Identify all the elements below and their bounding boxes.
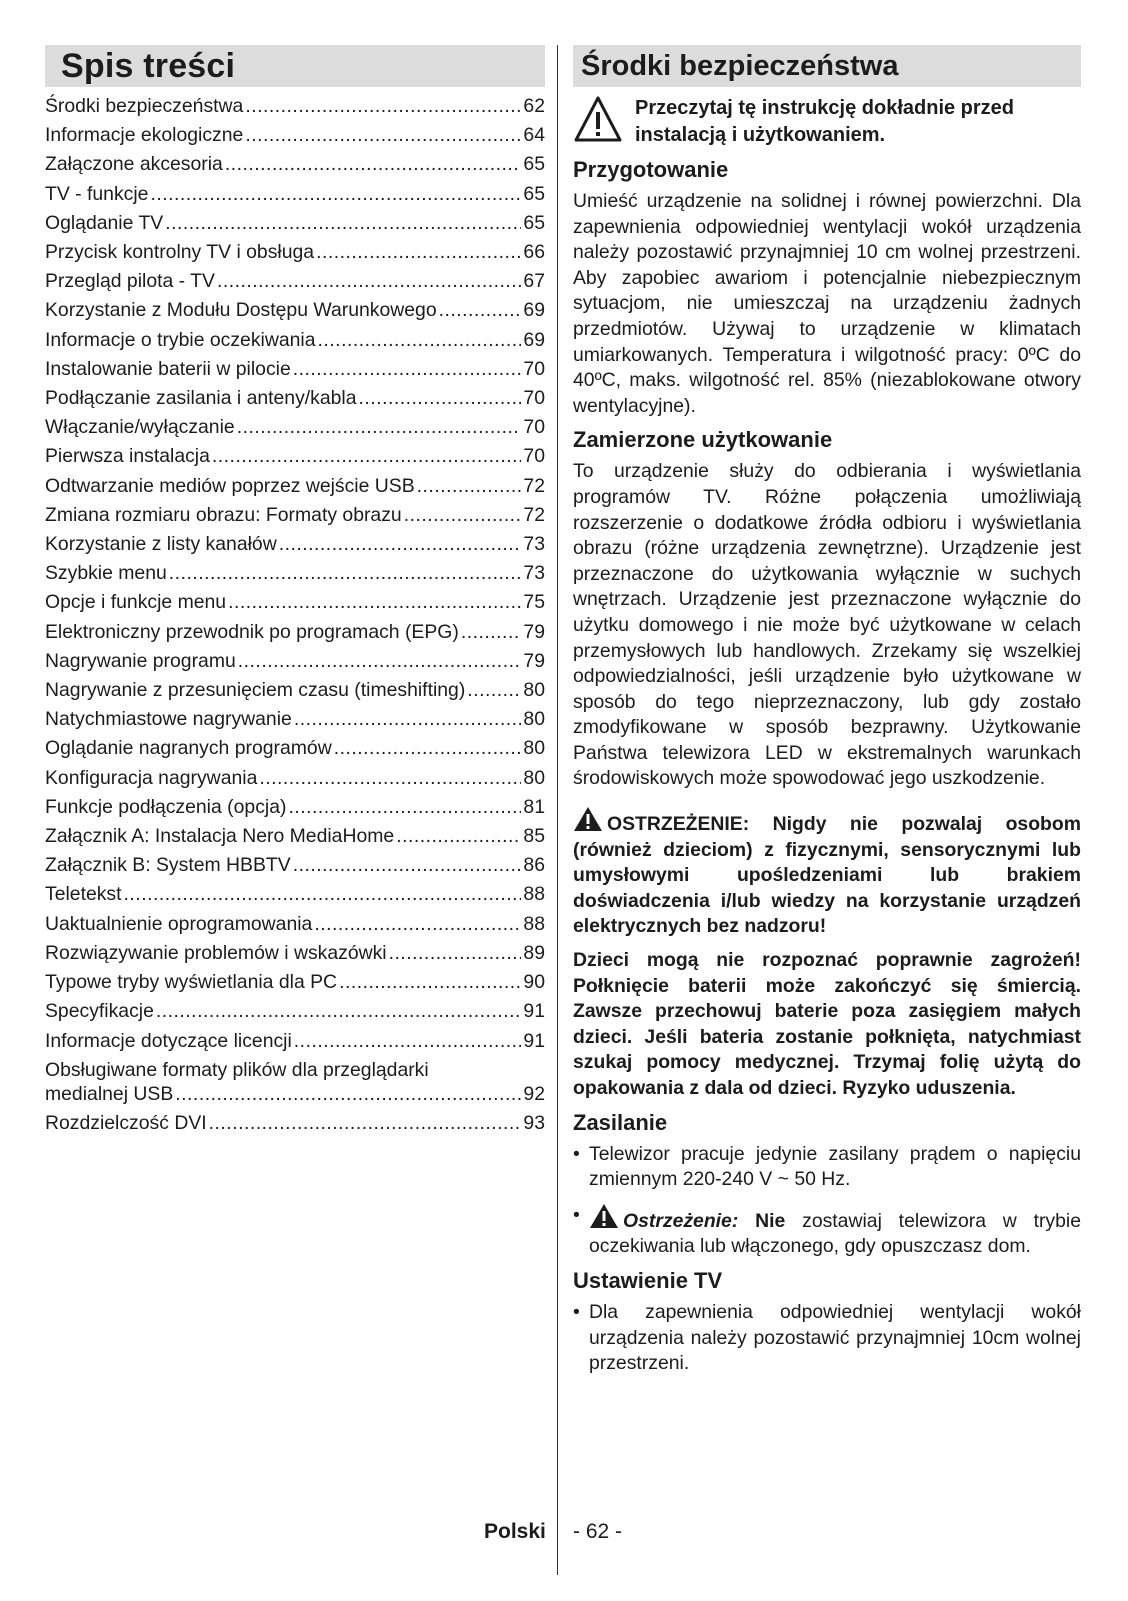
toc-leader-dots — [389, 939, 522, 968]
toc-entry[interactable] — [45, 413, 545, 442]
toc-leader-dots — [165, 209, 521, 238]
toc-entry[interactable] — [45, 822, 545, 851]
toc-entry-text: Opcje i funkcje menu — [45, 591, 227, 614]
toc-entry-page: 66 — [523, 241, 545, 264]
toc-entry[interactable] — [45, 588, 545, 617]
toc-leader-dots — [318, 326, 522, 355]
toc-entry[interactable] — [45, 968, 545, 997]
safety-title: Środki bezpieczeństwa — [581, 49, 899, 82]
warning-icon — [589, 1203, 619, 1229]
toc-entry-text: Konfiguracja nagrywania — [45, 766, 258, 789]
toc-entry[interactable] — [45, 121, 545, 150]
toc-leader-dots — [212, 442, 522, 471]
toc-entry[interactable] — [45, 705, 545, 734]
footer-language: Polski — [484, 1520, 546, 1543]
toc-entry-page: 90 — [523, 971, 545, 994]
toc-entry-page: 65 — [523, 211, 545, 234]
toc-leader-dots — [461, 618, 522, 647]
toc-entry-text: Specyfikacje — [45, 1000, 154, 1023]
toc-entry[interactable] — [45, 647, 545, 676]
toc-entry-page: 91 — [523, 1000, 545, 1023]
toc-entry-text: Informacje o trybie oczekiwania — [45, 328, 316, 351]
toc-entry[interactable] — [45, 180, 545, 209]
toc-entry-text: Rozdzielczość DVI — [45, 1111, 207, 1134]
power-heading: Zasilanie — [573, 1109, 668, 1135]
toc-entry-text: Instalowanie baterii w pilocie — [45, 357, 291, 380]
toc-entry[interactable] — [45, 92, 545, 121]
toc-leader-dots — [467, 676, 521, 705]
toc-entry-text: Przycisk kontrolny TV i obsługa — [45, 241, 315, 264]
toc-entry[interactable] — [45, 530, 545, 559]
toc-entry-text: Odtwarzanie mediów poprzez wejście USB — [45, 474, 415, 497]
toc-entry-page: 75 — [523, 591, 545, 614]
toc-entry-page: 81 — [523, 795, 545, 818]
toc-entry-text: Oglądanie TV — [45, 211, 164, 234]
toc-leader-dots — [417, 472, 522, 501]
toc-entry-text: Informacje ekologiczne — [45, 124, 244, 147]
toc-leader-dots — [396, 822, 521, 851]
toc-list — [45, 92, 545, 1056]
toc-entry[interactable] — [45, 939, 545, 968]
toc-leader-dots — [293, 851, 522, 880]
toc-entry-page: 70 — [523, 416, 545, 439]
preparation-text: Umieść urządzenie na solidnej i równej powierzchni. Dla zapewnienia odpowiedniej wentylacji wokół urządzenia należy pozostawić przynajmniej 10 cm wolnej przestrzeni. Aby zapobiec awariom i potencjalnie niebezpiecznym sytuacjom, nie umieszczaj na urządzeniu żadnych przedmiotów. Używaj to urządzenie w klimatach umiarkowanych. Temperatura i wilgotność pracy: 0ºC do 40ºC, maks. wilgotność rel. 85% (niezablokowane otwory wentylacyjne). — [573, 190, 1081, 417]
toc-entry-text: Funkcje podłączenia (opcja) — [45, 795, 287, 818]
preparation-heading: Przygotowanie — [573, 157, 729, 182]
toc-entry[interactable] — [45, 793, 545, 822]
battery-warning: Dzieci mogą nie rozpoznać poprawnie zagrożeń! Połknięcie baterii może zakończyć się śmiercią. Zawsze przechowuj baterie poza zasięgiem małych dzieci. Jeśli bateria zostanie połknięta, natychmiast szukaj pomocy medycznej. Trzymaj folię użytą do opakowania z dala od dzieci. Ryzyko uduszenia. — [573, 949, 1081, 1099]
footer-page-number: - 62 - — [573, 1520, 623, 1543]
toc-entry-text: Korzystanie z listy kanałów — [45, 533, 277, 556]
toc-entry-page: 65 — [523, 182, 545, 205]
toc-entry[interactable] — [45, 326, 545, 355]
toc-entry-page: 80 — [523, 708, 545, 731]
toc-entry-page: 70 — [523, 387, 545, 410]
toc-entry[interactable] — [45, 851, 545, 880]
toc-entry-text: Oglądanie nagranych programów — [45, 737, 332, 760]
toc-entry-text: TV - funkcje — [45, 182, 149, 205]
toc-entry-text: Typowe tryby wyświetlania dla PC — [45, 971, 338, 994]
toc-entry-page: 85 — [523, 825, 545, 848]
warning-triangle-icon — [573, 95, 623, 145]
toc-entry-page: 69 — [523, 328, 545, 351]
toc-entry-page: 91 — [523, 1029, 545, 1052]
toc-entry-page: 80 — [523, 766, 545, 789]
toc-entry[interactable] — [45, 238, 545, 267]
toc-entry-page: 69 — [523, 299, 545, 322]
placement-bullet-text: Dla zapewnienia odpowiedniej wentylacji wokół urządzenia należy pozostawić przynajmniej 10cm wolnej przestrzeni. — [589, 1300, 1081, 1375]
toc-entry[interactable] — [45, 267, 545, 296]
toc-entry-page: 92 — [523, 1082, 545, 1105]
toc-column — [45, 45, 545, 1138]
toc-leader-dots — [156, 997, 522, 1026]
toc-entry-text: Załączone akcesoria — [45, 153, 223, 176]
toc-entry-text: Informacje dotyczące licencji — [45, 1029, 292, 1052]
toc-entry-text: Natychmiastowe nagrywanie — [45, 708, 292, 731]
toc-entry-page: 88 — [523, 883, 545, 906]
toc-entry-text: Zmiana rozmiaru obrazu: Formaty obrazu — [45, 503, 402, 526]
toc-leader-dots — [288, 793, 521, 822]
toc-leader-dots — [217, 267, 521, 296]
toc-entry[interactable] — [45, 997, 545, 1026]
toc-entry[interactable] — [45, 1027, 545, 1056]
toc-entry-page: 72 — [523, 503, 545, 526]
toc-entry[interactable] — [45, 209, 545, 238]
toc-leader-dots — [314, 910, 521, 939]
power-warning-bullet: • Ostrzeżenie: Nie zostawiaj telewizora w trybie oczekiwania lub włączonego, gdy opuszczasz dom. — [573, 1203, 1081, 1258]
toc-entry-text: Przegląd pilota - TV — [45, 270, 215, 293]
toc-entry[interactable] — [45, 1058, 545, 1106]
toc-leader-dots — [209, 1109, 522, 1138]
intended-use-text: To urządzenie służy do odbierania i wyświetlania programów TV. Różne połączenia umożliwiają rozszerzenie o dodatkowe źródła odbioru i wyświetlania obrazu (różne urządzenia zewnętrzne). Urządzenie jest przeznaczone do użytkowania wyłącznie w suchych wnętrzach. Urządzenie jest przeznaczone wyłącznie do użytku domowego i nie może być użytkowane w celach przemysłowych lub handlowych. Zrzekamy się wszelkiej odpowiedzialności, jeśli urządzenie było użytkowane w sposób do tego nieprzeznaczony, lub gdy zostało zmodyfikowane w sposób bezprawny. Użytkowanie Państwa telewizora LED w ekstremalnych warunkach środowiskowych może spowodować jego uszkodzenie. — [573, 460, 1081, 790]
toc-entry-page: 88 — [523, 912, 545, 935]
toc-entry[interactable] — [45, 618, 545, 647]
toc-entry[interactable] — [45, 1109, 545, 1138]
warning-icon — [573, 806, 603, 832]
toc-entry-text: Korzystanie z Modułu Dostępu Warunkowego — [45, 299, 437, 322]
toc-entry-page: 79 — [523, 649, 545, 672]
toc-entry[interactable] — [45, 472, 545, 501]
toc-entry-text-line2: medialnej USB — [45, 1082, 174, 1105]
toc-entry-text: Załącznik B: System HBBTV — [45, 854, 291, 877]
toc-leader-dots — [169, 559, 522, 588]
toc-entry-page: 62 — [523, 95, 545, 117]
toc-entry-page: 72 — [523, 474, 545, 497]
toc-entry-text: Elektroniczny przewodnik po programach (EPG) — [45, 620, 459, 643]
toc-entry-page: 89 — [523, 941, 545, 964]
toc-entry-page: 86 — [523, 854, 545, 877]
toc-leader-dots — [259, 764, 521, 793]
toc-entry[interactable] — [45, 910, 545, 939]
toc-header — [45, 45, 545, 87]
toc-entry-page: 80 — [523, 737, 545, 760]
power-warning-bold: Nie — [755, 1209, 786, 1232]
toc-leader-dots — [175, 1082, 521, 1106]
toc-leader-dots — [294, 1027, 522, 1056]
intro-warning-text: Przeczytaj tę instrukcję dokładnie przed instalacją i użytkowaniem. — [635, 97, 1015, 146]
placement-heading: Ustawienie TV — [573, 1267, 723, 1293]
safety-column — [573, 45, 1081, 1377]
power-warning-label: Ostrzeżenie: — [623, 1209, 739, 1232]
toc-leader-dots — [150, 180, 521, 209]
toc-entry[interactable] — [45, 734, 545, 763]
toc-entry[interactable] — [45, 501, 545, 530]
toc-leader-dots — [245, 92, 521, 121]
toc-entry-page: 80 — [523, 679, 545, 702]
safety-header — [573, 45, 1081, 87]
toc-leader-dots — [228, 588, 521, 617]
toc-entry-text: Środki bezpieczeństwa — [45, 95, 244, 117]
toc-leader-dots — [225, 150, 522, 179]
toc-entry-text: Podłączanie zasilania i anteny/kabla — [45, 387, 357, 410]
toc-entry-text: Załącznik A: Instalacja Nero MediaHome — [45, 825, 395, 848]
children-warning-text: OSTRZEŻENIE: Nigdy nie pozwalaj osobom (również dzieciom) z fizycznymi, sensorycznymi lub umysłowymi upośledzeniami lub brakiem doświadczenia i/lub wiedzy na korzystanie urządzeń elektrycznych bez nadzoru! — [573, 813, 1081, 938]
toc-leader-dots — [294, 705, 522, 734]
toc-entry[interactable] — [45, 764, 545, 793]
toc-leader-dots — [293, 355, 522, 384]
toc-entry[interactable] — [45, 355, 545, 384]
toc-leader-dots — [237, 413, 522, 442]
toc-leader-dots — [359, 384, 522, 413]
toc-entry[interactable] — [45, 676, 545, 705]
toc-leader-dots — [124, 880, 522, 909]
toc-entry-text: Teletekst — [45, 883, 122, 906]
column-divider — [557, 45, 558, 1575]
toc-leader-dots — [339, 968, 521, 997]
toc-leader-dots — [404, 501, 522, 530]
toc-entry-text: Uaktualnienie oprogramowania — [45, 912, 313, 935]
toc-entry-page: 67 — [523, 270, 545, 293]
toc-leader-dots — [279, 530, 522, 559]
toc-entry-text: Nagrywanie z przesunięciem czasu (timeshifting) — [45, 679, 466, 702]
power-bullet-text: Telewizor pracuje jedynie zasilany prądem o napięciu zmiennym 220-240 V ~ 50 Hz. — [589, 1142, 1081, 1191]
power-bullet: • Telewizor pracuje jedynie zasilany prądem o napięciu zmiennym 220-240 V ~ 50 Hz. — [573, 1142, 1081, 1193]
toc-entry-text: Szybkie menu — [45, 562, 167, 585]
toc-entry[interactable] — [45, 384, 545, 413]
toc-entry[interactable] — [45, 150, 545, 179]
toc-leader-dots — [238, 647, 522, 676]
toc-leader-dots — [316, 238, 521, 267]
toc-entry-text: Rozwiązywanie problemów i wskazówki — [45, 941, 387, 964]
toc-entry-page: 93 — [523, 1111, 545, 1134]
toc-entry-text: Włączanie/wyłączanie — [45, 416, 235, 439]
children-warning — [573, 806, 1081, 940]
toc-entry-text-line1: Obsługiwane formaty plików dla przeglądarki — [45, 1058, 429, 1081]
toc-entry[interactable] — [45, 880, 545, 909]
toc-entry-page: 79 — [523, 620, 545, 643]
intended-use-heading: Zamierzone użytkowanie — [573, 427, 833, 453]
toc-leader-dots — [334, 734, 522, 763]
toc-entry[interactable] — [45, 296, 545, 325]
toc-entry-page: 70 — [523, 357, 545, 380]
toc-entry-page: 65 — [523, 153, 545, 176]
toc-entry[interactable] — [45, 559, 545, 588]
toc-entry[interactable] — [45, 442, 545, 471]
toc-leader-dots — [245, 121, 521, 150]
intro-warning — [573, 95, 1081, 149]
toc-entry-text: Nagrywanie programu — [45, 649, 236, 672]
power-warning-text: zostawiaj telewizora w trybie oczekiwania lub włączonego, gdy opuszczasz dom. — [589, 1209, 1081, 1258]
toc-entry-page: 73 — [523, 533, 545, 556]
toc-entry-page: 64 — [523, 124, 545, 147]
toc-entry-page: 73 — [523, 562, 545, 585]
placement-bullet: • Dla zapewnienia odpowiedniej wentylacji wokół urządzenia należy pozostawić przynajmniej 10cm wolnej przestrzeni. — [573, 1300, 1081, 1377]
toc-title: Spis treści — [61, 46, 236, 85]
toc-entry-page: 70 — [523, 445, 545, 468]
toc-leader-dots — [439, 296, 522, 325]
toc-entry-text: Pierwsza instalacja — [45, 445, 210, 468]
